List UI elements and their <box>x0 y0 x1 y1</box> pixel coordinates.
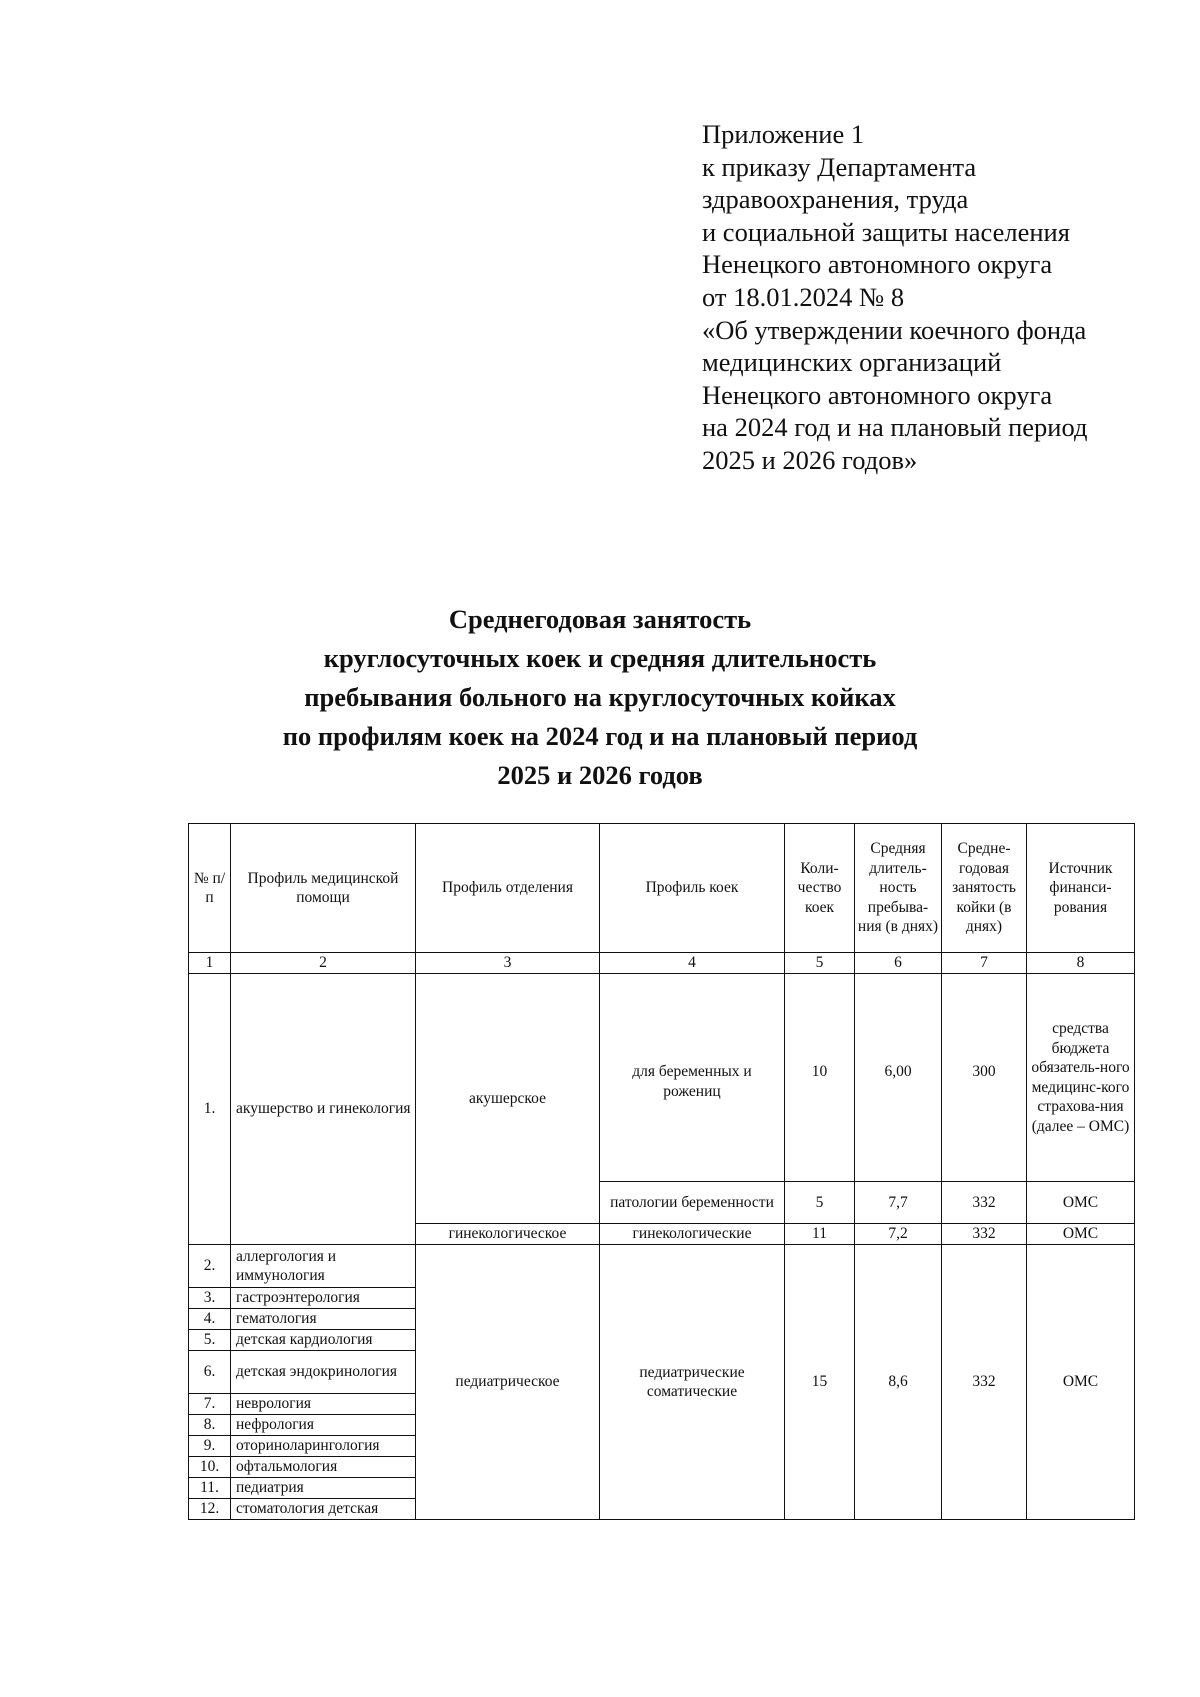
care-profile: детская кардиология <box>231 1330 416 1351</box>
row-number: 4. <box>189 1309 231 1330</box>
care-profile: стоматология детская <box>231 1499 416 1520</box>
header-care-profile: Профиль медицинской помощи <box>231 824 416 953</box>
appendix-line: 2025 и 2026 годов» <box>702 444 918 475</box>
title-line: пребывания больного на круглосуточных койках <box>304 682 896 712</box>
header-funding-source: Источник финанси-рования <box>1027 824 1135 953</box>
appendix-line: от 18.01.2024 № 8 <box>702 281 905 312</box>
care-profile: оториноларингология <box>231 1436 416 1457</box>
care-profile: педиатрия <box>231 1478 416 1499</box>
row-number: 5. <box>189 1330 231 1351</box>
beds-count: 15 <box>785 1245 855 1520</box>
avg-occupancy: 300 <box>942 974 1027 1182</box>
beds-profile: педиатрические соматические <box>600 1245 785 1520</box>
appendix-line: «Об утверждении коечного фонда <box>702 314 1087 345</box>
header-avg-duration: Средняя длитель-ность пребыва-ния (в днях) <box>855 824 942 953</box>
care-profile: гастроэнтерология <box>231 1288 416 1309</box>
appendix-line: медицинских организаций <box>702 347 1002 378</box>
care-profile: нефрология <box>231 1415 416 1436</box>
row-number: 12. <box>189 1499 231 1520</box>
row-number: 11. <box>189 1478 231 1499</box>
column-number: 2 <box>231 953 416 974</box>
header-num: № п/п <box>189 824 231 953</box>
appendix-line: здравоохранения, труда <box>702 184 969 215</box>
care-profile: аллергология и иммунология <box>231 1245 416 1288</box>
table-row <box>189 1245 1135 1288</box>
column-number: 3 <box>416 953 600 974</box>
beds-profile: гинекологические <box>600 1224 785 1245</box>
care-profile: детская эндокринология <box>231 1351 416 1394</box>
avg-occupancy: 332 <box>942 1182 1027 1224</box>
beds-count: 10 <box>785 974 855 1182</box>
row-number: 7. <box>189 1394 231 1415</box>
care-profile: акушерство и гинекология <box>231 974 416 1245</box>
appendix-line: на 2024 год и на плановый период <box>702 412 1088 443</box>
funding-source: средства бюджета обязатель-ного медицинс-кого страхова-ния (далее – ОМС) <box>1027 974 1135 1182</box>
funding-source: ОМС <box>1027 1224 1135 1245</box>
beds-count: 11 <box>785 1224 855 1245</box>
dept-profile: акушерское <box>416 974 600 1224</box>
avg-occupancy: 332 <box>942 1245 1027 1520</box>
care-profile: офтальмология <box>231 1457 416 1478</box>
beds-profile: для беременных и рожениц <box>600 974 785 1182</box>
table-row <box>189 974 1135 1182</box>
header-row <box>189 824 1135 953</box>
row-number: 3. <box>189 1288 231 1309</box>
appendix-line: Приложение 1 <box>702 119 865 149</box>
row-number: 10. <box>189 1457 231 1478</box>
title-line: Среднегодовая занятость <box>448 604 752 634</box>
row-number: 9. <box>189 1436 231 1457</box>
column-numbers-row <box>189 953 1135 974</box>
appendix-line: к приказу Департамента <box>702 151 977 182</box>
row-number: 8. <box>189 1415 231 1436</box>
column-number: 4 <box>600 953 785 974</box>
avg-occupancy: 332 <box>942 1224 1027 1245</box>
care-profile: неврология <box>231 1394 416 1415</box>
row-number: 6. <box>189 1351 231 1394</box>
row-number: 2. <box>189 1245 231 1288</box>
appendix-line: Ненецкого автономного округа <box>702 379 1053 410</box>
beds-table <box>188 823 1135 1520</box>
care-profile: гематология <box>231 1309 416 1330</box>
title-line: круглосуточных коек и средняя длительность <box>323 643 877 673</box>
appendix-block <box>702 118 1172 477</box>
header-avg-occupancy: Средне-годовая занятость койки (в днях) <box>942 824 1027 953</box>
column-number: 6 <box>855 953 942 974</box>
funding-source: ОМС <box>1027 1182 1135 1224</box>
header-dept-profile: Профиль отделения <box>416 824 600 953</box>
column-number: 1 <box>189 953 231 974</box>
header-beds-profile: Профиль коек <box>600 824 785 953</box>
beds-count: 5 <box>785 1182 855 1224</box>
avg-duration: 7,2 <box>855 1224 942 1245</box>
funding-source: ОМС <box>1027 1245 1135 1520</box>
column-number: 8 <box>1027 953 1135 974</box>
dept-profile: педиатрическое <box>416 1245 600 1520</box>
beds-profile: патологии беременности <box>600 1182 785 1224</box>
appendix-line: и социальной защиты населения <box>702 216 1070 247</box>
appendix-line: Ненецкого автономного округа <box>702 249 1053 280</box>
column-number: 5 <box>785 953 855 974</box>
document-title <box>200 600 1000 795</box>
title-line: 2025 и 2026 годов <box>497 760 703 790</box>
header-beds-count: Коли-чество коек <box>785 824 855 953</box>
avg-duration: 7,7 <box>855 1182 942 1224</box>
avg-duration: 8,6 <box>855 1245 942 1520</box>
dept-profile: гинекологическое <box>416 1224 600 1245</box>
row-number: 1. <box>189 974 231 1245</box>
column-number: 7 <box>942 953 1027 974</box>
avg-duration: 6,00 <box>855 974 942 1182</box>
title-line: по профилям коек на 2024 год и на плановый период <box>282 721 918 751</box>
